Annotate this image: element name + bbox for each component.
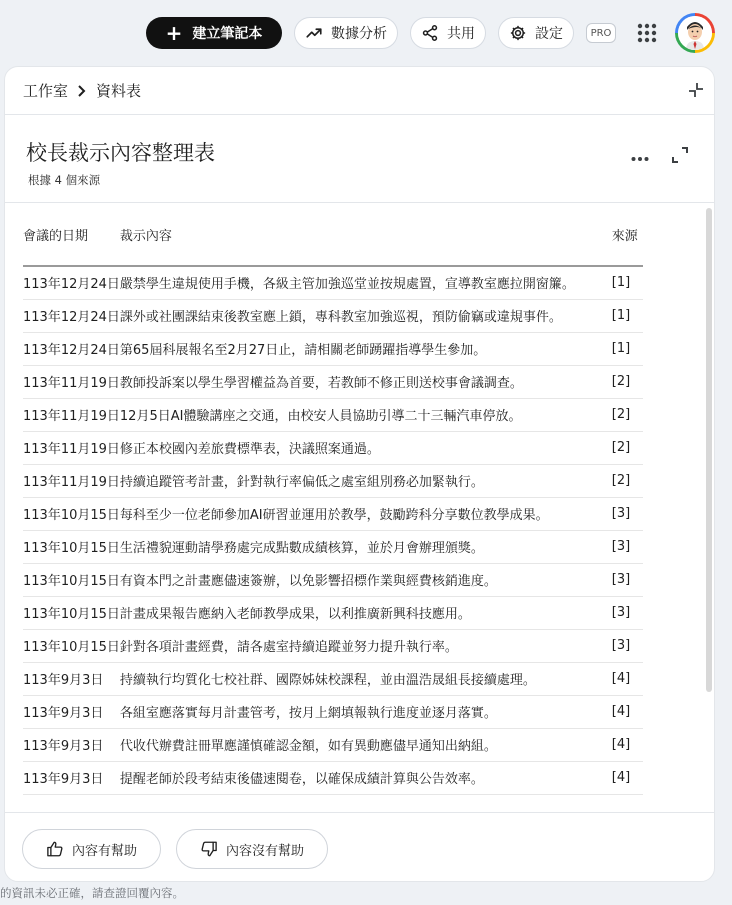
cell-date: 113年10月15日	[23, 530, 120, 563]
table-row	[23, 629, 643, 662]
table-row	[23, 365, 643, 398]
share-icon	[421, 24, 439, 42]
table-scroll-area[interactable]	[5, 204, 714, 812]
trending-up-icon	[305, 24, 323, 42]
table-row	[23, 431, 643, 464]
cell-content: 提醒老師於段考結束後儘速閱卷，以確保成績計算與公告效率。	[120, 761, 612, 794]
cell-content: 教師投訴案以學生學習權益為首要，若教師不修正則送校事會議調查。	[120, 365, 612, 398]
header-content: 裁示內容	[120, 204, 612, 266]
table-row	[23, 662, 643, 695]
avatar[interactable]	[675, 13, 715, 53]
cell-content: 第65屆科展報名至2月27日止，請相關老師踴躍指導學生參加。	[120, 332, 612, 365]
expand-icon[interactable]	[670, 145, 690, 165]
more-options-icon[interactable]	[630, 149, 650, 169]
table-row	[23, 761, 643, 794]
source-citation[interactable]: [4]	[612, 761, 643, 794]
table-row	[23, 464, 643, 497]
cell-content: 計畫成果報告應納入老師教學成果，以利推廣新興科技應用。	[120, 596, 612, 629]
cell-date: 113年12月24日	[23, 332, 120, 365]
analytics-button[interactable]	[294, 17, 398, 49]
source-citation[interactable]: [3]	[612, 629, 643, 662]
table-row	[23, 398, 643, 431]
cell-date: 113年11月19日	[23, 464, 120, 497]
source-citation[interactable]: [3]	[612, 497, 643, 530]
cell-content: 持續執行均質化七校社群、國際姊妹校課程，並由溫浩晟組長接續處理。	[120, 662, 612, 695]
cell-date: 113年9月3日	[23, 695, 120, 728]
collapse-icon[interactable]	[688, 82, 704, 98]
source-citation[interactable]: [2]	[612, 464, 643, 497]
cell-date: 113年9月3日	[23, 662, 120, 695]
table-row	[23, 530, 643, 563]
cell-content: 課外或社團課結束後教室應上鎖，專科教室加強巡視，預防偷竊或違規事件。	[120, 299, 612, 332]
source-citation[interactable]: [4]	[612, 662, 643, 695]
cell-date: 113年12月24日	[23, 266, 120, 299]
source-citation[interactable]: [3]	[612, 596, 643, 629]
breadcrumb-datasheet: 資料表	[96, 82, 142, 100]
breadcrumb	[5, 67, 714, 115]
source-citation[interactable]: [2]	[612, 365, 643, 398]
header-date: 會議的日期	[23, 204, 120, 266]
not-helpful-label: 內容沒有幫助	[225, 843, 304, 859]
title-area	[5, 115, 714, 203]
table-row	[23, 497, 643, 530]
cell-content: 代收代辦費註冊單應謹慎確認金額，如有異動應儘早通知出納組。	[120, 728, 612, 761]
cell-date: 113年10月15日	[23, 497, 120, 530]
source-citation[interactable]: [4]	[612, 728, 643, 761]
page-title: 校長裁示內容整理表	[26, 141, 215, 165]
pro-badge: PRO	[586, 23, 616, 43]
share-button[interactable]	[410, 17, 486, 49]
source-citation[interactable]: [2]	[612, 398, 643, 431]
analytics-label: 數據分析	[331, 26, 387, 42]
disclaimer-text: 的資訊未必正確，請查證回覆內容。	[0, 886, 184, 900]
source-citation[interactable]: [1]	[612, 299, 643, 332]
table-row	[23, 266, 643, 299]
cell-content: 嚴禁學生違規使用手機，各級主管加強巡堂並按規處置，宣導教室應拉開窗簾。	[120, 266, 612, 299]
settings-button[interactable]	[498, 17, 574, 49]
source-citation[interactable]: [1]	[612, 332, 643, 365]
cell-date: 113年11月19日	[23, 431, 120, 464]
header-source: 來源	[612, 204, 643, 266]
feedback-bar	[5, 812, 714, 882]
cell-content: 各組室應落實每月計畫管考，按月上網填報執行進度並逐月落實。	[120, 695, 612, 728]
cell-date: 113年10月15日	[23, 596, 120, 629]
cell-content: 持續追蹤管考計畫，針對執行率偏低之處室組別務必加緊執行。	[120, 464, 612, 497]
cell-content: 修正本校國內差旅費標準表，決議照案通過。	[120, 431, 612, 464]
cell-content: 12月5日AI體驗講座之交通，由校安人員協助引導二十三輛汽車停放。	[120, 398, 612, 431]
create-notebook-button[interactable]	[146, 17, 282, 49]
create-notebook-label: 建立筆記本	[192, 26, 263, 42]
gear-icon	[509, 24, 527, 42]
cell-content: 生活禮貌運動請學務處完成點數成績核算，並於月會辦理頒獎。	[120, 530, 612, 563]
breadcrumb-studio[interactable]: 工作室	[23, 82, 69, 100]
studio-panel	[4, 66, 715, 882]
thumbs-up-icon	[46, 840, 64, 858]
source-citation[interactable]: [2]	[612, 431, 643, 464]
source-citation[interactable]: [1]	[612, 266, 643, 299]
source-citation[interactable]: [4]	[612, 695, 643, 728]
cell-date: 113年10月15日	[23, 563, 120, 596]
source-count: 根據 4 個來源	[28, 173, 101, 187]
cell-content: 有資本門之計畫應儘速簽辦，以免影響招標作業與經費核銷進度。	[120, 563, 612, 596]
scrollbar[interactable]	[706, 208, 712, 692]
cell-content: 每科至少一位老師參加AI研習並運用於教學，鼓勵跨科分享數位教學成果。	[120, 497, 612, 530]
cell-date: 113年9月3日	[23, 728, 120, 761]
cell-date: 113年11月19日	[23, 398, 120, 431]
helpful-label: 內容有幫助	[71, 843, 137, 859]
table-row	[23, 299, 643, 332]
cell-date: 113年10月15日	[23, 629, 120, 662]
top-toolbar	[0, 0, 732, 66]
table-row	[23, 596, 643, 629]
cell-date: 113年12月24日	[23, 299, 120, 332]
data-table	[23, 204, 643, 795]
chevron-right-icon	[76, 84, 88, 98]
cell-date: 113年9月3日	[23, 761, 120, 794]
thumbs-down-icon	[200, 840, 218, 858]
helpful-button[interactable]	[22, 829, 161, 869]
settings-label: 設定	[535, 26, 563, 42]
plus-icon: +	[165, 21, 183, 45]
share-label: 共用	[447, 26, 475, 42]
table-row	[23, 563, 643, 596]
source-citation[interactable]: [3]	[612, 530, 643, 563]
source-citation[interactable]: [3]	[612, 563, 643, 596]
table-row	[23, 332, 643, 365]
cell-content: 針對各項計畫經費，請各處室持續追蹤並努力提升執行率。	[120, 629, 612, 662]
apps-grid-icon[interactable]	[636, 22, 658, 44]
cell-date: 113年11月19日	[23, 365, 120, 398]
table-row	[23, 728, 643, 761]
table-row	[23, 695, 643, 728]
table-header-row	[23, 204, 643, 266]
avatar-image	[678, 16, 712, 50]
not-helpful-button[interactable]	[176, 829, 328, 869]
